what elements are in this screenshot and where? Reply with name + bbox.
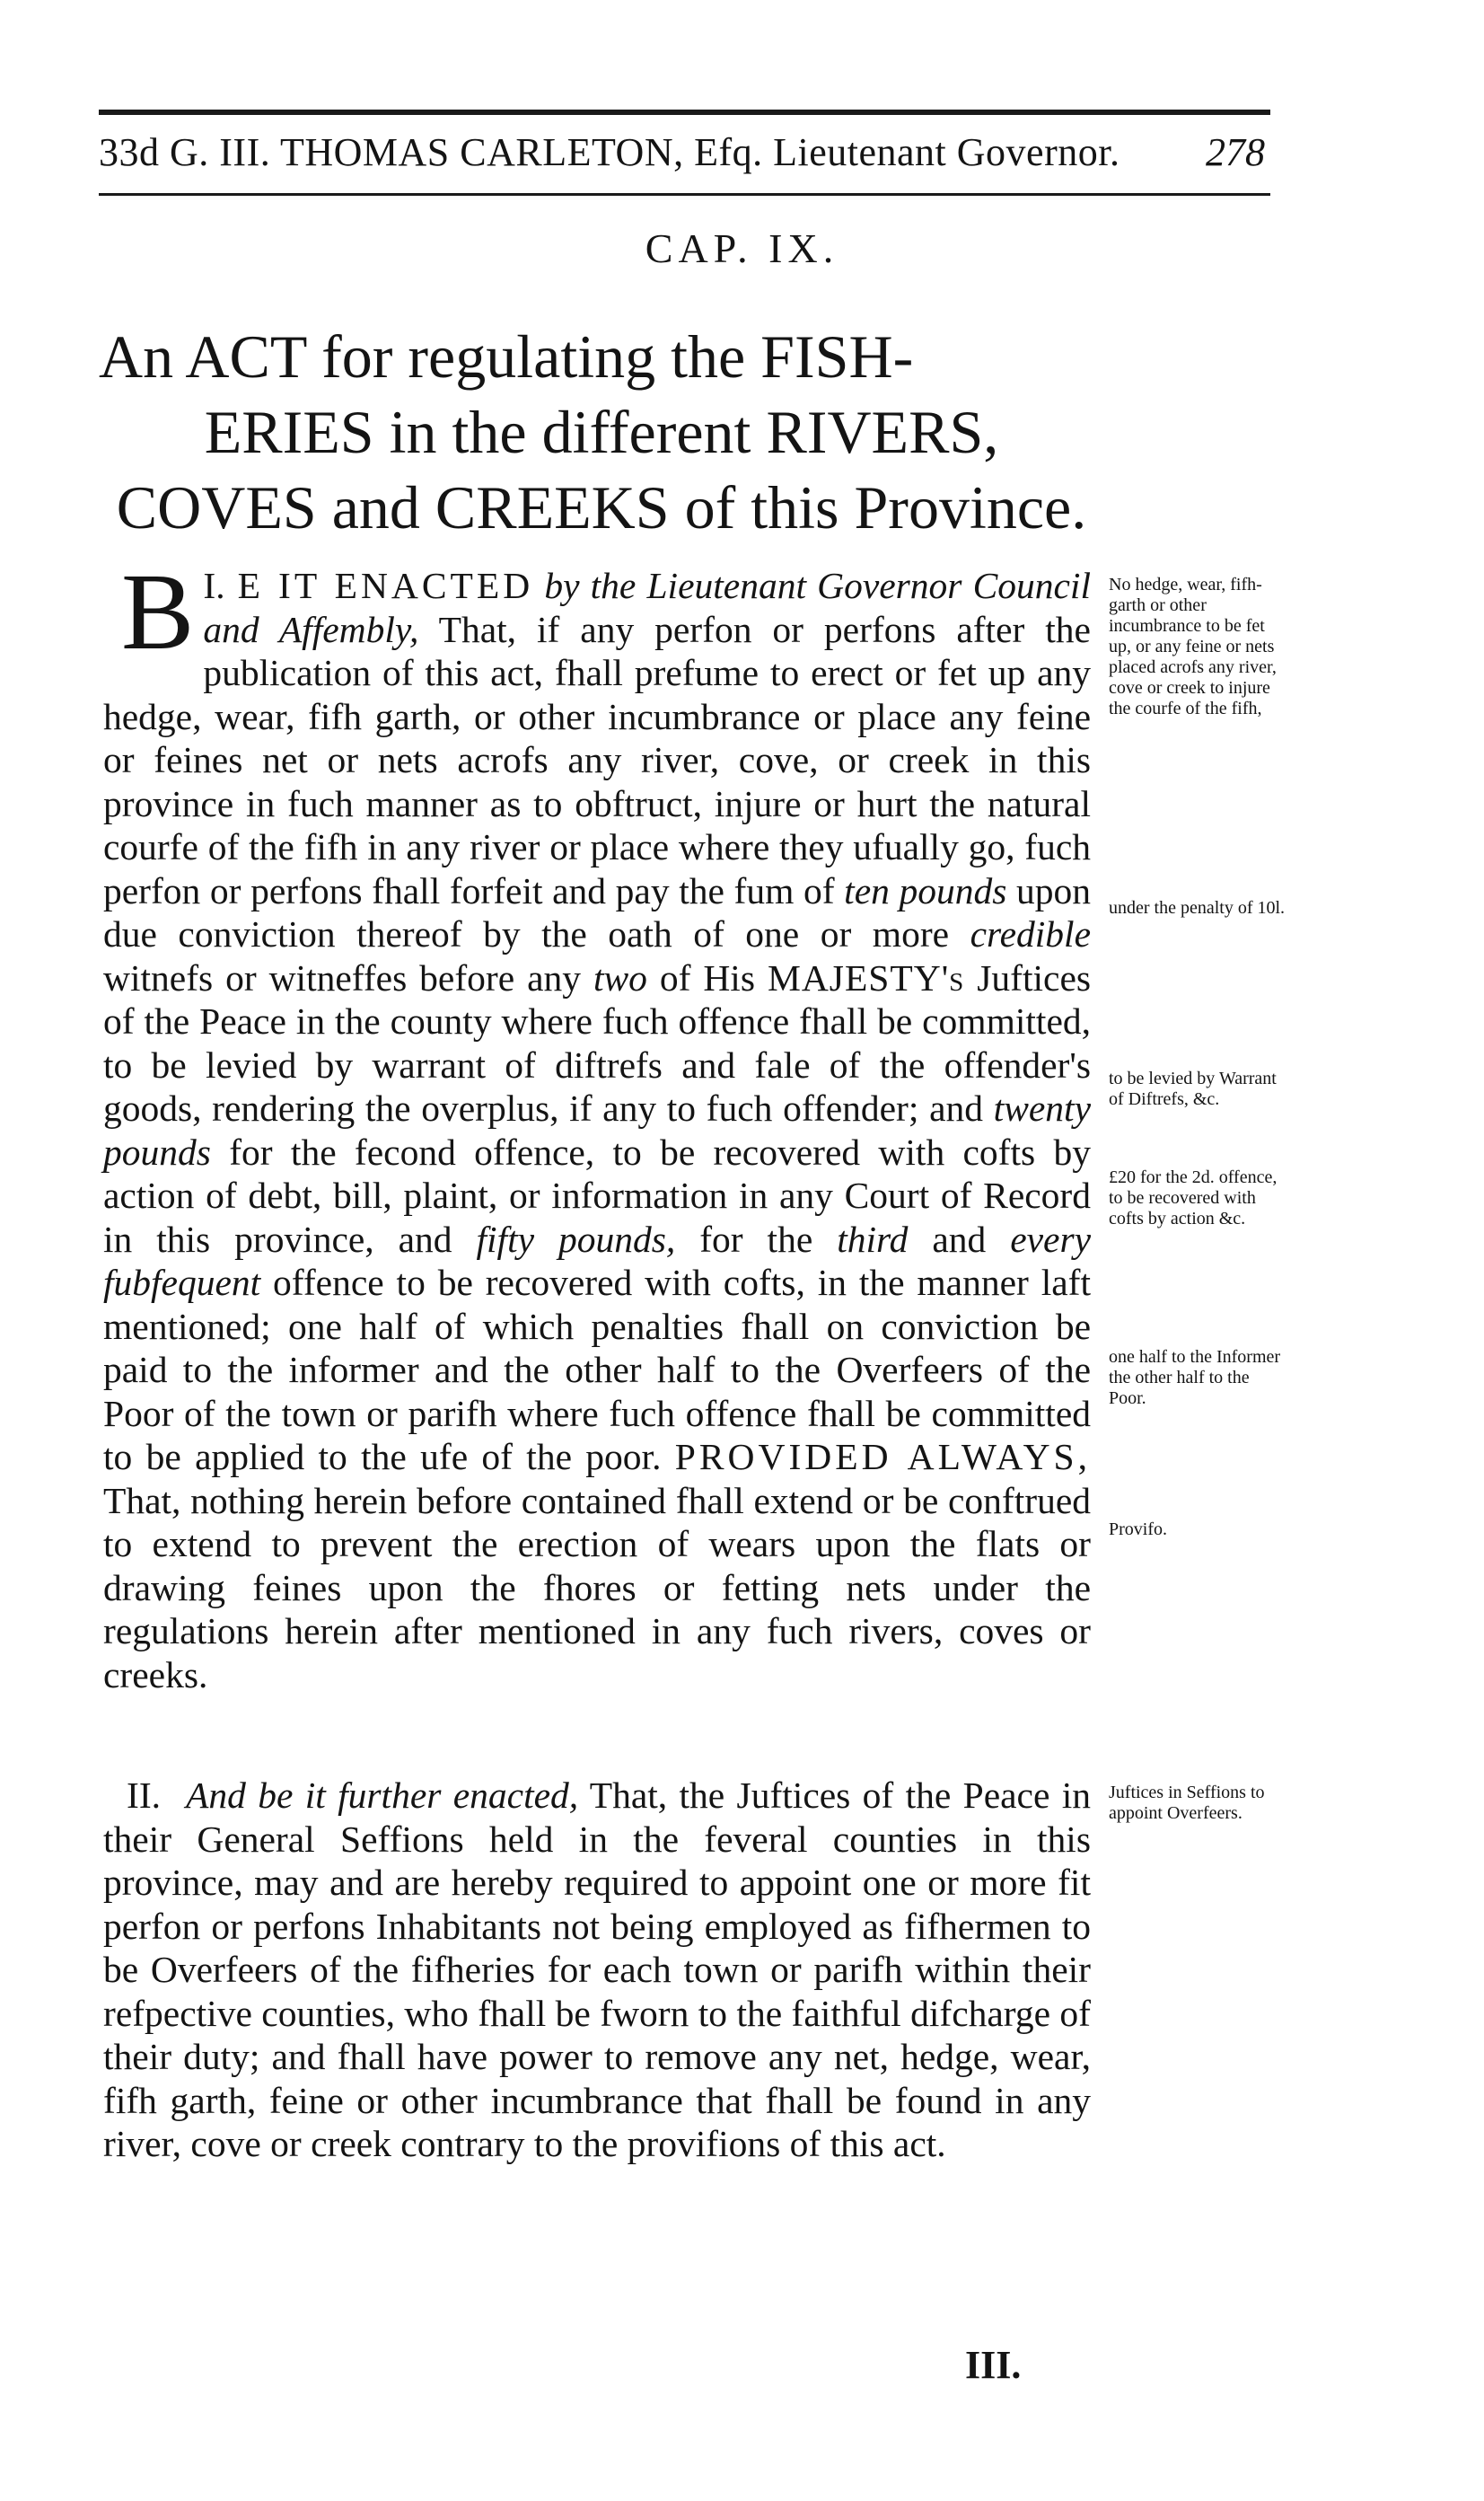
enacting-caps: E IT ENACTED xyxy=(237,565,534,606)
margin-note-second-offence: £20 for the 2d. offence, to be recovered with cofts by action &c. xyxy=(1109,1167,1278,1228)
enacting-authority: by the Lieutenant Governor Council and Affembly, xyxy=(203,565,1091,650)
margin-note-informer: one half to the Informer the other half to the Poor. xyxy=(1109,1347,1281,1408)
margin-note-penalty: under the penalty of 10l. xyxy=(1109,898,1286,918)
catchword: III. xyxy=(965,2343,1022,2387)
section-1-number: I. xyxy=(203,565,225,606)
act-title xyxy=(99,319,1104,545)
section-1 xyxy=(103,551,1092,1696)
section-1-text-f: for the fecond offence, to be recovered with cofts by action of debt, bill, plaint, or information in any Court of Record in this province, and xyxy=(103,1131,1091,1260)
act-title-line-1: An ACT for regulating the FISH- xyxy=(99,322,914,391)
drop-cap: B xyxy=(121,551,195,673)
every-subsequent-words: every fubfequent xyxy=(103,1218,1092,1303)
section-2-number: II. xyxy=(127,1774,162,1816)
section-2-text: That, the Juftices of the Peace in their General Seffions held in the feveral counties in this province, may and are hereby required to appoint one or more fit perfon or perfons Inhabitants not being employed as fifhermen to be Overfeers of the fifheries for each town or parifh within their refpective counties, who fhall be fworn to the faithful difcharge of their duty; and fhall have power to remove any net, hedge, wear, fifh garth, feine or other incumbrance that fhall be found in any river, cove or creek contrary to the provifions of this act. xyxy=(103,1774,1091,2164)
margin-note-proviso: Provifo. xyxy=(1109,1519,1167,1539)
top-rule xyxy=(99,110,1270,115)
margin-note-overseers: Juftices in Seffions to appoint Overfeers. xyxy=(1109,1783,1265,1823)
penalty-ten-pounds: ten pounds xyxy=(844,869,1007,911)
credible-word: credible xyxy=(970,913,1091,955)
margin-note-distress: to be levied by Warrant of Diftrefs, &c. xyxy=(1109,1069,1277,1109)
section-2-paragraph xyxy=(103,1774,1091,2166)
section-1-text-e: Juftices of the Peace in the county where fuch offence fhall be committed, to be levied by warrant of diftrefs and fale of the offender's goods, rendering the overplus, if any to fuch offender; and xyxy=(103,956,1092,1129)
section-1-text-c: witnefs or witneffes before any xyxy=(103,956,581,999)
section-2-lead: And be it further enacted, xyxy=(186,1774,579,1816)
section-1-text-j: That, nothing herein before contained fhall extend or be conftrued to extend to prevent the erection of wears upon the flats or drawing feines upon the fhores or fetting nets under the regulations herein after mentioned in any fuch rivers, coves or creeks. xyxy=(103,1479,1091,1695)
margin-note-obstruction: No hedge, wear, fifh-garth or other incumbrance to be fet up, or any feine or nets placed acrofs any river, cove or creek to injure the courfe of the fifh, xyxy=(1109,575,1277,718)
section-1-text-g: for the xyxy=(699,1218,813,1260)
section-2 xyxy=(103,1774,1091,2166)
running-head-title: 33d G. III. THOMAS CARLETON, Efq. Lieutenant Governor. xyxy=(99,130,1120,174)
section-1-text-i: offence to be recovered with cofts, in the manner laft mentioned; one half of which penalties fhall on conviction be paid to the informer and the other half to the Overfeers of the Poor of the town or parifh where fuch offence fhall be committed to be applied to the ufe of the poor. xyxy=(103,1262,1091,1477)
act-title-line-3: COVES and CREEKS of this Province. xyxy=(116,473,1087,542)
page-number: 278 xyxy=(1206,130,1265,174)
section-1-text-b: upon due conviction thereof by the oath of one or more xyxy=(103,869,1092,955)
chapter-heading: CAP. IX. xyxy=(645,225,839,271)
header-rule xyxy=(99,193,1270,196)
section-1-text-h: and xyxy=(932,1218,987,1260)
running-head xyxy=(99,126,1270,180)
penalty-twenty-pounds: twenty pounds xyxy=(103,1088,1092,1173)
third-word: third xyxy=(837,1218,909,1260)
section-1-paragraph xyxy=(103,551,1092,1696)
section-1-text-a: That, if any perfon or perfons after the publication of this act, fhall prefume to erect or fet up any hedge, wear, fifh garth, or other incumbrance or place any feine or feines net or nets acrofs any river, cove, or creek in this province in fuch manner as to obftruct, injure or hurt the natural courfe of the fifh in any river or place where they ufually go, fuch perfon or perfons fhall forfeit and pay the fum of xyxy=(103,608,1091,911)
two-word: two xyxy=(593,956,647,999)
section-1-text-d: of His xyxy=(659,956,755,999)
majesty-word: MAJESTY's xyxy=(767,956,965,999)
penalty-fifty-pounds: fifty pounds, xyxy=(476,1218,676,1260)
proviso-caps: PROVIDED ALWAYS, xyxy=(674,1436,1092,1477)
act-title-line-2: ERIES in the different RIVERS, xyxy=(204,398,999,466)
